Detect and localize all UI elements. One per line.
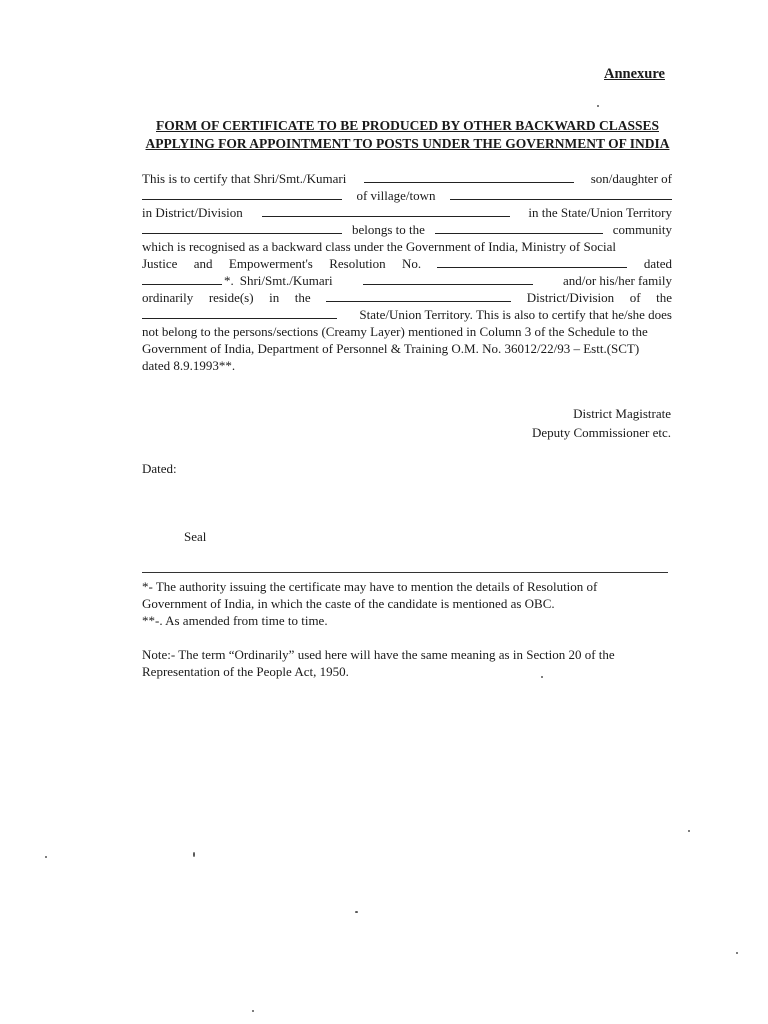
body-line-6 [142, 255, 672, 272]
district-text: in District/Division [142, 205, 243, 220]
scan-speck [193, 852, 195, 857]
form-heading-line-1: FORM OF CERTIFICATE TO BE PRODUCED BY OTHER BACKWARD CLASSES [156, 118, 659, 133]
scan-speck [541, 676, 543, 678]
family-text: and/or his/her family [562, 273, 672, 288]
name-blank [364, 171, 574, 183]
signature-district-magistrate: District Magistrate [573, 406, 671, 421]
scan-speck [252, 1010, 254, 1012]
date-blank [142, 273, 222, 285]
note-line-2: Representation of the People Act, 1950. [142, 664, 349, 679]
name-blank-2 [363, 273, 533, 285]
footnote-divider [142, 572, 668, 573]
residence-blank [326, 290, 511, 302]
resolution-no-blank [437, 256, 627, 268]
seal-label: Seal [184, 529, 207, 544]
word: District/Division [526, 290, 615, 305]
word: Empowerment's [228, 256, 313, 271]
body-line-7 [142, 272, 672, 289]
dated-label: Dated: [142, 461, 177, 476]
community-text: community [612, 222, 672, 237]
state-ut-text: in the State/Union Territory [528, 205, 672, 220]
annexure-title: Annexure [604, 66, 665, 82]
village-blank [450, 188, 672, 200]
word: of [629, 290, 641, 305]
word: Justice [142, 256, 178, 271]
district-blank-2 [142, 307, 337, 319]
village-town-text: of village/town [356, 188, 436, 203]
signature-deputy-commissioner: Deputy Commissioner etc. [531, 425, 671, 440]
body-line-9 [142, 306, 672, 323]
word: Resolution [329, 256, 386, 271]
word: and [193, 256, 213, 271]
word: in [269, 290, 280, 305]
shri-smt-text: Shri/Smt./Kumari [239, 273, 333, 288]
word: the [294, 290, 311, 305]
word: No. [401, 256, 422, 271]
certify-does-text: State/Union Territory. This is also to certify that he/she does [359, 307, 672, 322]
district-blank [262, 205, 510, 217]
scan-speck [355, 911, 358, 913]
body-line-8 [142, 289, 672, 306]
footnote-2: **-. As amended from time to time. [142, 613, 328, 628]
word: reside(s) [208, 290, 254, 305]
footnote-1b: Government of India, in which the caste of the candidate is mentioned as OBC. [142, 596, 555, 611]
word: the [656, 290, 672, 305]
word: ordinarily [142, 290, 194, 305]
scan-speck [688, 830, 690, 832]
body-line-5 [142, 238, 672, 255]
belongs-text: belongs to the [351, 222, 425, 237]
footnote-1a: *- The authority issuing the certificate may have to mention the details of Resolution of [142, 579, 598, 594]
scan-speck [45, 856, 47, 858]
scan-speck [597, 105, 599, 107]
son-daughter-text: son/daughter of [590, 171, 672, 186]
scan-speck [736, 952, 738, 954]
state-blank [142, 222, 342, 234]
body-line-3 [142, 204, 672, 221]
certify-text: This is to certify that Shri/Smt./Kumari [142, 171, 347, 186]
parent-name-blank [142, 188, 342, 200]
body-line-4 [142, 221, 672, 238]
recognised-text: which is recognised as a backward class under the Government of India, Ministry of Social [142, 239, 617, 254]
body-line-10: not belong to the persons/sections (Creamy Layer) mentioned in Column 3 of the Schedule to the [142, 324, 648, 339]
form-heading-line-2: APPLYING FOR APPOINTMENT TO POSTS UNDER THE GOVERNMENT OF INDIA [145, 136, 670, 151]
body-line-2 [142, 187, 672, 204]
body-line-12: dated 8.9.1993**. [142, 358, 236, 373]
body-line-1 [142, 170, 672, 187]
word: dated [643, 256, 672, 271]
body-line-11: Government of India, Department of Personnel & Training O.M. No. 36012/22/93 – Estt.(SCT) [142, 341, 640, 356]
note-line-1: Note:- The term “Ordinarily” used here will have the same meaning as in Section 20 of the [142, 647, 615, 662]
asterisk-mark: *. [224, 273, 234, 288]
community-blank [435, 222, 603, 234]
